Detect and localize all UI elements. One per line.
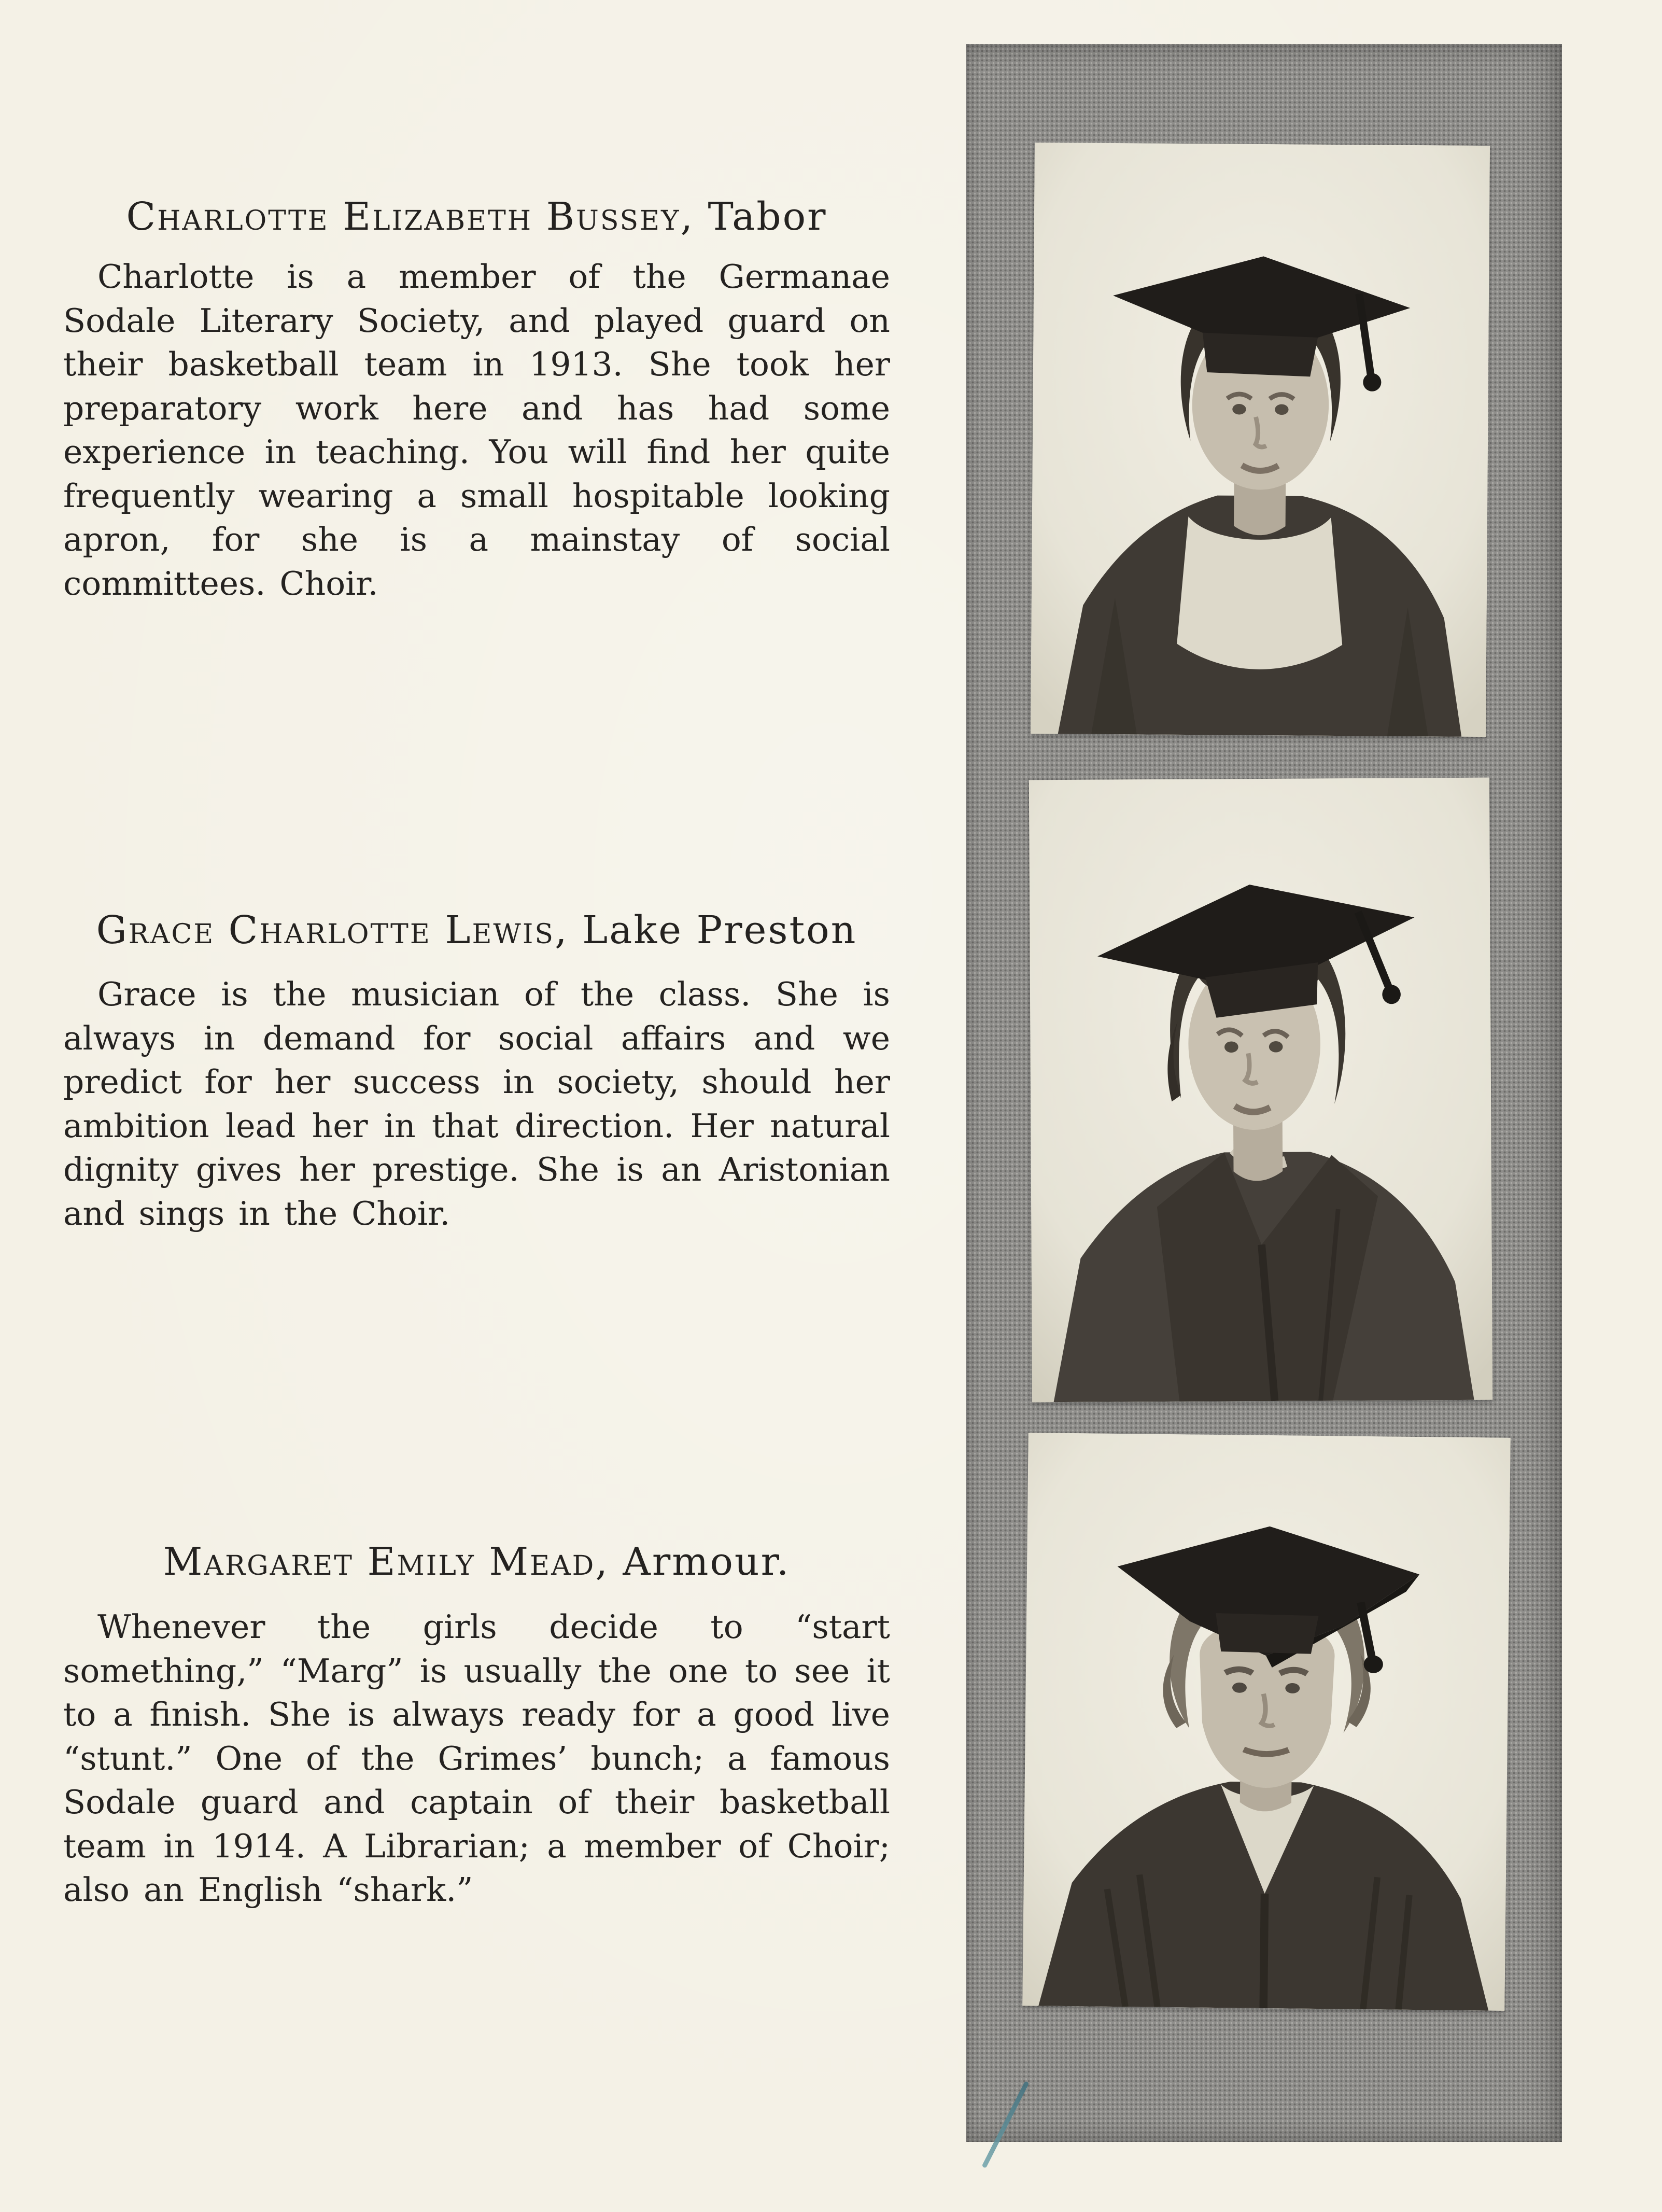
entry-bio-mead: Whenever the girls decide to “start something,” “Marg” is usually the one to see it to a finish. She is always ready for a good live “stunt.” One of the Grimes’ bunch; a famous Sodale guard and captain of their basketball team in 1914. A Librarian; a member of Choir; also an English “shark.” — [63, 1608, 890, 1909]
graduate-portrait-illustration — [1029, 778, 1492, 1403]
portrait-photo-mead — [1022, 1433, 1511, 2011]
entry-heading-mead — [63, 1538, 890, 1586]
graduate-residence: , Lake Preston — [555, 908, 857, 953]
graduate-name: Margaret Emily Mead — [163, 1539, 596, 1584]
graduate-name: Charlotte Elizabeth Bussey — [126, 194, 681, 239]
graduate-name: Grace Charlotte Lewis — [96, 908, 555, 953]
entry-bio-lewis: Grace is the musician of the class. She is always in demand for social affairs and we predict for her success in society, should her ambition lead her in that direction. Her natural dignity gives her prestige. She is an Aristonian and sings in the Choir. — [63, 975, 890, 1233]
graduate-portrait-illustration — [1031, 143, 1490, 737]
portrait-photo-lewis — [1029, 778, 1492, 1403]
portrait-photo-bussey — [1031, 143, 1490, 737]
graduate-portrait-illustration — [1022, 1433, 1511, 2011]
graduate-residence: , Tabor — [680, 194, 827, 239]
entry-bio-bussey: Charlotte is a member of the Germanae Sodale Literary Society, and played guard on their basketball team in 1913. She took her preparatory work here and has had some experience in teaching. You will find her quite frequently wearing a small hospitable looking apron, for she is a mainstay of social committees. Choir. — [63, 258, 890, 603]
entry-heading-lewis — [63, 906, 890, 954]
entry-heading-bussey — [63, 193, 890, 241]
graduate-residence: , Armour. — [595, 1539, 791, 1584]
